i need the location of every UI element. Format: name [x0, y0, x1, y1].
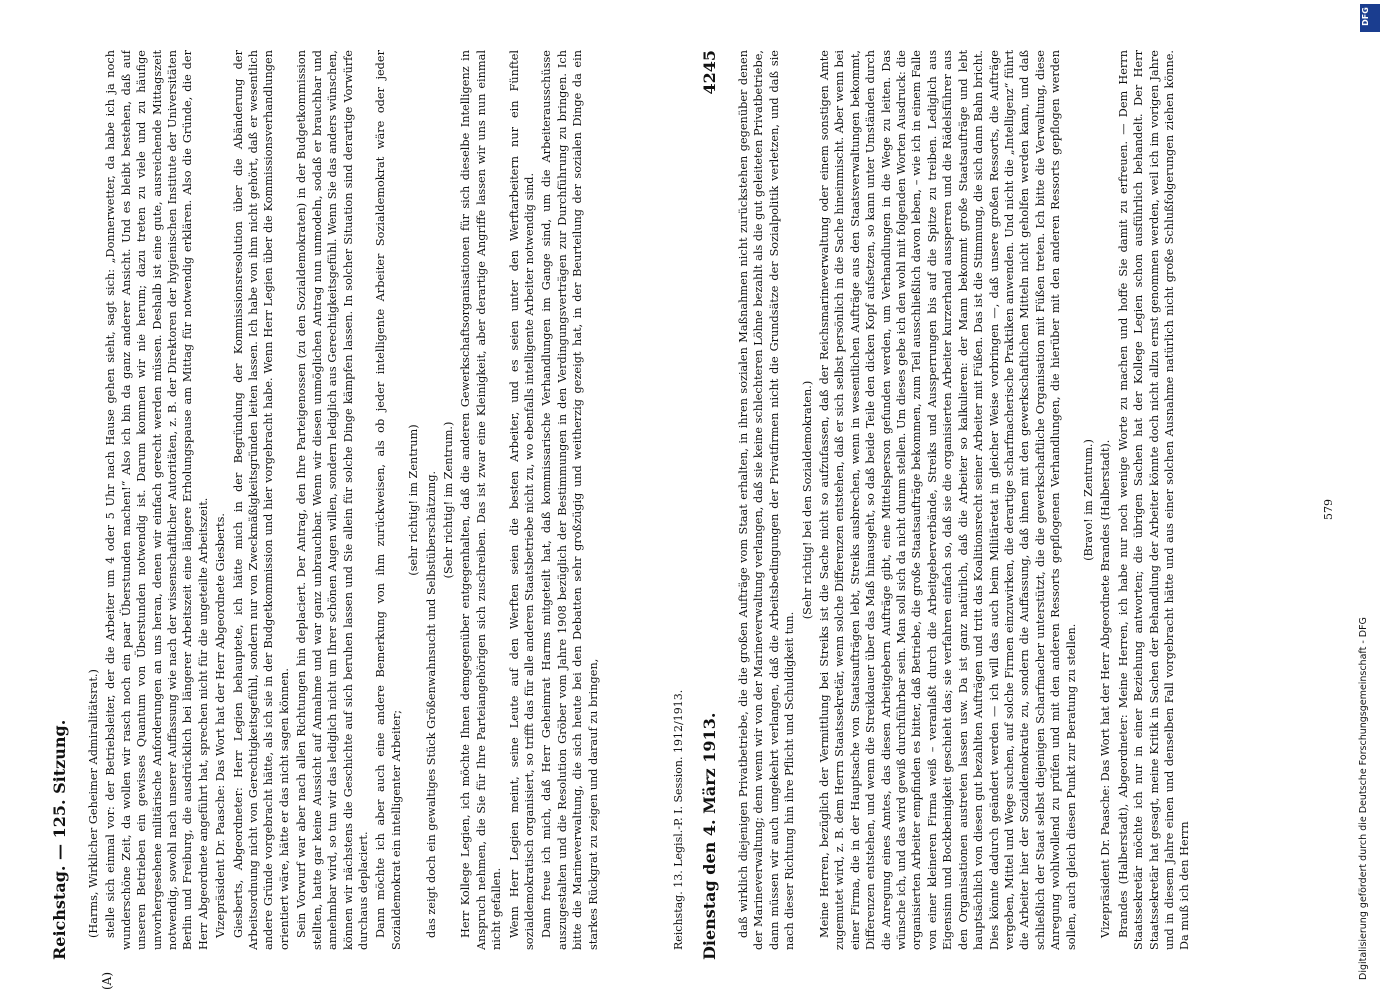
interjection: (Bravo! im Zentrum.): [1081, 439, 1095, 561]
interjection: (Sehr richtig! bei den Sozialdemokraten.): [800, 380, 814, 620]
right-page-column: [736, 50, 1336, 950]
rotated-page: [40, 40, 1340, 990]
right-page: [690, 40, 1340, 960]
digitization-note-text: Digitalisierung gefördert durch die Deutsche Forschungsgemeinschaft - DFG: [1358, 617, 1369, 980]
left-page-column: [86, 50, 686, 950]
paragraph: Dann möchte ich aber auch eine andere Bemerkung von ihm zurückweisen, als ob jeder intelligente Arbeiter Sozialdemokrat wäre oder jeder Sozialdemokrat ein intelligenter Arbeiter;: [374, 50, 403, 950]
left-page: [40, 40, 690, 990]
paragraph: (Harms, Wirklicher Geheimer Admiralitätsrat.): [87, 669, 100, 938]
paragraph: Meine Herren, bezüglich der Vermittlung bei Streiks ist die Sache nicht so aufzufassen, daß der Reichsmarineverwaltung oder einem sonstigen Amte zugemutet wird, z. B. dem Herrn Staatssekretär, wenn solche Differenzen entstehen, daß er sich selbst persönlich in die Sache hineinmischt. Aber wenn bei einer Firma, die in der Hauptsache von Staatsaufträgen lebt, Streiks ausbrechen, wenn in wesentlichen Aufträge aus den Staatsverwaltungen bekommt, Differenzen entstehen, und wenn die Streikdauer über das Maß hinausgeht, so daß beide Teile den dicken Kopf aufsetzen, so kann unter Umständen durch die Anregung eines Amtes, das diesen Arbeitgebern Aufträge gibt, eine Mittelsperson gefunden werden, um Verhandlungen in die Wege zu leiten. Das wünsche ich, und das wird gewiß durchführbar sein. Man soll sich da nicht dumm stellen. Um dieses gebe ich den wohl mit folgenden Worten Ausdruck: die organisierten Arbeiter empfinden es bitter, daß Betriebe, die große Staatsaufträge bekommen, zum Teil ausschließlich davon leben, – wie ich in einem Falle von einer kleineren Firma weiß – veranlaßt durch die Arbeitgeberverbände, Streiks und Aussperrungen bis auf die Spitze zu treiben. Lediglich aus Eigensinn und Bockbeinigkeit geschieht das; sie verfahren einfach so, daß sie die organisierten Arbeiter kurzerhand aussperren und die Rädelsführer aus den Organisationen austreten lassen usw. Da ist ganz natürlich, daß die Arbeiter so kalkulieren: der Mann bekommt große Staatsaufträge und lebt hauptsächlich von diesen gut bezahlten Aufträgen und tritt das Koalitionsrecht seiner Arbeiter mit Füßen. Das ist die Stimmung, die sich dann Bahn bricht. Dies könnte dadurch geändert werden — ich will das auch beim Militäretat in gleicher Weise vorbringen —, daß unsere großen Ressorts, die Aufträge vergeben, Mittel und Wege suchen, auf solche Firmen einzuwirken, die derartige scharfmacherische Praktiken anwenden. Und nicht die „Intelligenz“ führt die Arbeiter hier der Sozialdemokratie zu, sondern die Auffassung, daß ihnen mit den gewerkschaftlichen Mitteln nicht geholfen werden kann, und daß schließlich der Staat selbst diejenigen Scharfmacher unterstützt, die die gewerkschaftliche Organisation mit Füßen treten. Ich bitte die Verwaltung, diese Anregung wohlwollend zu prüfen und mit den anderen Ressorts gepflogenen Verhandlungen, die hierüber mit den anderen Ressorts gepflogen werden sollen, auch gleich diesen Punkt zur Beratung zu stellen.: [818, 50, 1078, 950]
paragraph: daß wirklich diejenigen Privatbetriebe, die die großen Aufträge vom Staat erhalten, in ihren sozialen Maßnahmen nicht zurückstehen gegenüber denen der Marineverwaltung; denn wenn wir von der Marineverwaltung verlangen, daß sie keine schlechteren Löhne bezahlt als die gut geleiteten Privatbetriebe, dann müssen wir auch umgekehrt verlangen, daß die Arbeitsbedingungen der Privatfirmen nicht die Grundsätze der Sozialpolitik verletzen, und daß sie nach dieser Richtung hin ihre Pflicht und Schuldigkeit tun.: [737, 50, 797, 950]
interjection: (sehr richtig! im Zentrum): [407, 424, 421, 576]
paragraph: Vizepräsident Dr. Paasche: Das Wort hat der Herr Abgeordnete Giesberts.: [214, 513, 228, 938]
margin-marker-a: (A): [100, 971, 114, 990]
right-header: [690, 40, 730, 960]
footer-right: 579: [1322, 499, 1335, 520]
paragraph: stelle sich einmal vor: der Betriebsleiter, der die Arbeiter um 4 oder 5 Uhr nach Hause gehen sieht, sagt sich: „Donnerwetter, da habe ich ja noch wunderschöne Zeit, da wollen wir rasch noch ein paar Überstunden machen!“ Also ich bin da ganz anderer Ansicht. Und es bleibt bestehen, daß auf unseren Betrieben ein gewisses Quantum von Überstunden notwendig ist. Darum kommen wir nie herum; dazu treten zu viele und zu häufige unvorhergesehene militärische Anforderungen an uns heran, denen wir einfach gerecht werden müssen. Deshalb ist eine gute, ausreichende Mittagszeit notwendig, sowohl nach unserer Auffassung wie nach der wissenschaftlicher Autoritäten, z. B. der Direktoren der hygienischen Institute der Universitäten Berlin und Freiburg, die ausdrücklich bei längerer Arbeitszeit eine längere Erholungspause am Mittag für notwendig erklären. Also die Gründe, die der Herr Abgeordnete angeführt hat, sprechen nicht für die ungeteilte Arbeitszeit.: [104, 50, 210, 950]
page-number: 4245: [700, 50, 719, 95]
paragraph: das zeigt doch ein gewaltiges Stück Größenwahnsucht und Selbstüberschätzung.: [424, 470, 438, 938]
digitization-note: [1358, 20, 1376, 980]
left-header-title: Reichstag. — 125. Sitzung.: [50, 719, 69, 960]
interjection: (Sehr richtig! im Zentrum.): [441, 421, 455, 579]
left-header: [40, 40, 80, 960]
paragraph: Brandes (Halberstadt), Abgeordneter: Meine Herren, ich habe nur noch wenige Worte zu machen und hoffe Sie damit zu erfreuen. — Dem Herrn Staatssekretär möchte ich nur in einer Beziehung antworten; die übrigen Sachen hat der Kollege Legien schon ausführlich behandelt. Der Herr Staatssekretär hat gesagt, meine Kritik in Sachen der Behandlung der Arbeiter könnte doch nicht allzu ernst genommen werden, weil ich im vorigen Jahre und in diesem Jahre einen und denselben Fall vorgebracht hätte und aus einer solchen Ausnahme natürlich nicht große Schlußfolgerungen ziehen könne. Da muß ich den Herrn: [1116, 50, 1192, 950]
paragraph: Sein Vorwurf war aber nach allen Richtungen hin deplaciert. Der Antrag, den Ihre Parteigenossen (zu den Sozialdemokraten) in der Budgetkommission stellten, hatte gar keine Aussicht auf Annahme und war ganz unbrauchbar. Wenn wir diesen unmöglichen Antrag nun unmodeln, sodaß er brauchbar und annehmbar wird, so tun wir das lediglich nicht um Ihrer schönen Augen willen, sondern lediglich aus Gerechtigkeitsgefühl. Wenn Sie das anders wünschen, können wir nächstens die Geschichte auf sich beruhen lassen und Sie allein für solche Dinge kämpfen lassen. In solcher Situation sind derartige Vorwürfe durchaus deplaciert.: [295, 50, 370, 950]
paragraph: Dann freue ich mich, daß Herr Geheimrat Harms mitgeteilt hat, daß kommissarische Verhandlungen im Gange sind, um die Arbeiterausschüsse auszugestalten und die Resolution Gröber vom Jahre 1908 bezüglich der Bestimmungen in den Verdingungsverträgen zur Durchführung zu bringen. Ich bitte die Marineverwaltung, die sich heute bei den Debatten sehr großzügig und weitherzig gezeigt hat, in der Beurteilung der sozialen Dinge da ein starkes Rückgrat zu zeigen und darauf zu bringen,: [540, 50, 600, 950]
paragraph: Giesberts, Abgeordneter: Herr Legien behauptete, ich hätte mich in der Begründung der Kommissionsresolution über die Abänderung der Arbeitsordnung nicht von Gerechtigkeitsgefühl, sondern nur von Zweckmäßigkeitsgründen leiten lassen. Ich habe von ihm nicht gehört, daß er wesentlich andere Gründe vorgebracht hätte, als ich sie in der Budgetkommission und hier vorgebracht habe. Wenn Herr Legien über die Kommissionsverhandlungen orientiert wäre, hätte er das nicht sagen können.: [231, 50, 291, 950]
footer-left: Reichstag. 13. Legisl.-P. I. Session. 1912/1913.: [672, 689, 685, 950]
paragraph: Herr Kollege Legien, ich möchte Ihnen demgegenüber entgegenhalten, daß die anderen Gewerkschaftsorganisationen für sich dieselbe Intelligenz in Anspruch nehmen, die Sie für Ihre Parteiangehörigen sich zuschreiben. Das ist zwar eine Kleinigkeit, aber derartige Angriffe lassen wir uns nun einmal nicht gefallen.: [459, 50, 504, 950]
paragraph: Vizepräsident Dr. Paasche: Das Wort hat der Herr Abgeordnete Brandes (Halberstadt).: [1099, 439, 1113, 938]
right-header-date: Dienstag den 4. März 1913.: [700, 712, 719, 960]
dfg-logo: DFG: [1360, 4, 1380, 32]
paragraph: Wenn Herr Legien meint, seine Leute auf den Werften seien die besten Arbeiter, und es seien unter den Werftarbeitern nur ein Fünftel sozialdemokratisch organisiert, so trifft das für alle anderen Staatsbetriebe nicht zu, wo ebenfalls intelligente Arbeiter notwendig sind.: [507, 50, 536, 950]
